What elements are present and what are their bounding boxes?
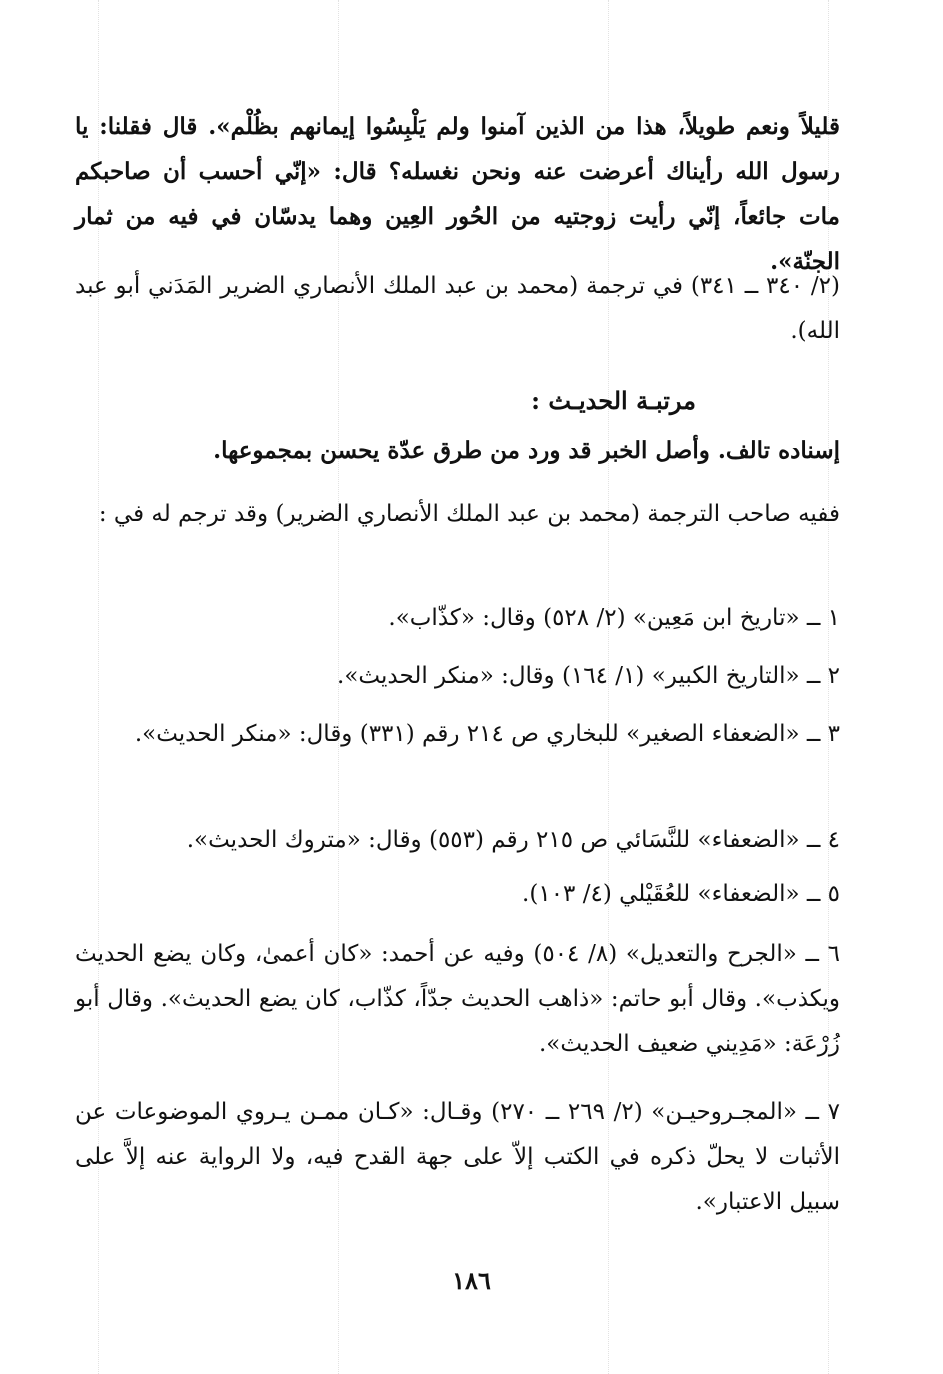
hadith-grade-paragraph: إسناده تالف. وأصل الخبر قد ورد من طرق عدّة يحسن بمجموعها. bbox=[213, 437, 840, 464]
reference-list-item: ٥ ــ «الضعفاء» للعُقَيْلي (٤/ ١٠٣). bbox=[522, 881, 840, 907]
section-heading: مرتبـة الحديـث : bbox=[531, 386, 696, 415]
reference-list-item: ٣ ــ «الضعفاء الصغير» للبخاري ص ٢١٤ رقم (٣٣١) وقال: «منكر الحديث». bbox=[134, 721, 840, 747]
reference-list-item: ٤ ــ «الضعفاء» للنَّسَائي ص ٢١٥ رقم (٥٥٣) وقال: «متروك الحديث». bbox=[186, 827, 840, 853]
reference-list-item: ٢ ــ «التاريخ الكبير» (١/ ١٦٤) وقال: «منكر الحديث». bbox=[337, 663, 840, 689]
reference-list-item: ٧ ــ «المجـروحيـن» (٢/ ٢٦٩ ــ ٢٧٠) وقـال: «كـان ممـن يـروي الموضوعات عن الأثبات لا يحلّ ذكره في الكتب إلاّ على جهة القدح فيه، ولا الرواية عنه إلاَّ على سبيل الاعتبار». bbox=[75, 1099, 840, 1215]
reference-list-item: ٦ ــ «الجرح والتعديل» (٨/ ٥٠٤) وفيه عن أحمد: «كان أعمىٰ، وكان يضع الحديث ويكذب». وقال أبو حاتم: «ذاهب الحديث جدّاً، كذّاب، كان يضع الحديث». وقال أبو زُرْعَة: «مَدِيني ضعيف الحديث». bbox=[75, 941, 840, 1057]
narrator-intro-paragraph: ففيه صاحب الترجمة (محمد بن عبد الملك الأنصاري الضرير) وقد ترجم له في : bbox=[98, 501, 840, 527]
hadith-text-paragraph: قليلاً ونعم طويلاً، هذا من الذين آمنوا ولم يَلْبِسُوا إيمانهم بظُلْم». قال فقلنا: يا رسول الله رأيناك أعرضت عنه ونحن نغسله؟ قال: «إنّي أحسب أن صاحبكم مات جائعاً، إنّي رأيت زوجتيه من الحُور العِين وهما يدسّان في فيه من ثمار الجنّة». bbox=[75, 113, 841, 275]
page-number: ١٨٦ bbox=[452, 1266, 491, 1295]
reference-list-item: ١ ــ «تاريخ ابن مَعِين» (٢/ ٥٢٨) وقال: «كذّاب». bbox=[388, 605, 840, 631]
source-reference-paragraph: (٢/ ٣٤٠ ــ ٣٤١) في ترجمة (محمد بن عبد الملك الأنصاري الضرير المَدَني أبو عبد الله). bbox=[75, 273, 840, 344]
